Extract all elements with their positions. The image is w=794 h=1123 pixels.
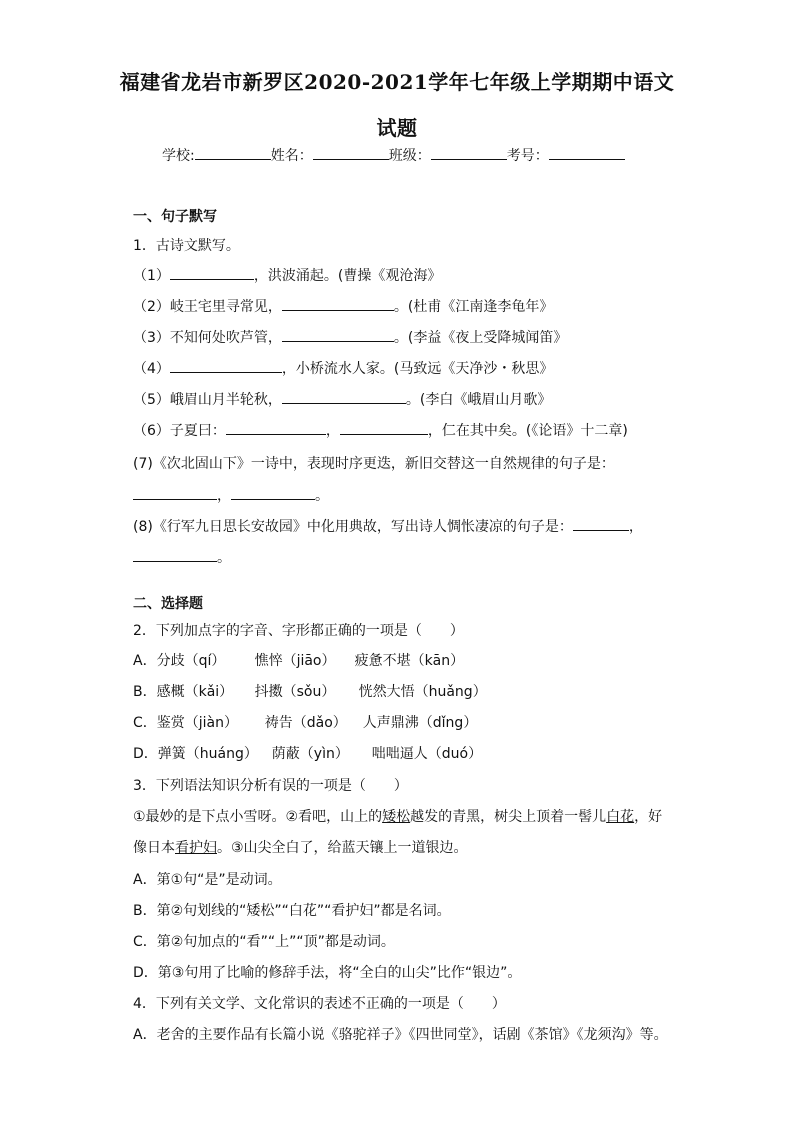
answer-blank[interactable] — [282, 391, 406, 404]
item-prefix: （5）峨眉山月半轮秋， — [133, 392, 282, 408]
q1-item-1 — [133, 265, 441, 285]
q2-option-c[interactable] — [133, 712, 477, 732]
q3-option-a[interactable]: A．第①句“是”是动词。 — [133, 872, 282, 888]
option-word: 荫蔽（yìn） — [271, 746, 349, 762]
option-label: C． — [133, 715, 157, 731]
answer-blank[interactable] — [226, 422, 326, 435]
question-4-stem: 4．下列有关文学、文化常识的表述不正确的一项是（ ） — [133, 996, 506, 1012]
item-separator: ， — [325, 423, 340, 439]
item-suffix: ，洪波涌起。(曹操《观沧海》 — [253, 268, 442, 284]
option-word: 咄咄逼人（duó） — [371, 746, 483, 762]
q2-option-a[interactable] — [133, 650, 464, 670]
answer-blank[interactable] — [282, 298, 394, 311]
answer-blank[interactable] — [573, 518, 629, 531]
item-prefix: （1） — [133, 268, 170, 284]
passage-text: 像日本 — [133, 840, 175, 856]
school-field[interactable] — [195, 147, 271, 160]
item-prefix: （2）岐王宅里寻常见， — [133, 299, 282, 315]
passage-text: ①最妙的是下点小雪呀。②看吧，山上的 — [133, 809, 383, 825]
option-word: 弹簧（huáng） — [157, 746, 258, 762]
name-label: 姓名： — [270, 148, 313, 164]
number-label: 考号： — [506, 148, 549, 164]
section-heading-2: 二、选择题 — [133, 596, 203, 612]
section-heading-1: 一、句子默写 — [133, 209, 217, 225]
school-label: 学校: — [162, 148, 195, 164]
answer-blank[interactable] — [170, 267, 254, 280]
question-1-stem: 1．古诗文默写。 — [133, 238, 240, 254]
q1-item-8-line2 — [133, 547, 231, 567]
item-suffix: 。(杜甫《江南逢李龟年》 — [393, 299, 554, 315]
q1-item-7-line1: (7)《次北固山下》一诗中，表现时序更迭，新旧交替这一自然规律的句子是： — [133, 456, 615, 472]
answer-blank[interactable] — [340, 422, 428, 435]
q1-item-3 — [133, 327, 567, 347]
answer-blank[interactable] — [282, 329, 394, 342]
exam-title-line2: 试题 — [376, 116, 418, 140]
q2-option-b[interactable] — [133, 681, 487, 701]
item-suffix: 。(李白《峨眉山月歌》 — [405, 392, 552, 408]
passage-text: 越发的青黑，树尖上顶着一髻儿 — [410, 809, 607, 825]
item-suffix: 。 — [315, 488, 329, 504]
q1-item-6 — [133, 420, 628, 440]
number-field[interactable] — [549, 147, 625, 160]
underlined-word: 看护妇 — [175, 840, 217, 856]
q3-option-d[interactable]: D．第③句用了比喻的修辞手法，将“全白的山尖”比作“银边”。 — [133, 965, 522, 981]
answer-blank[interactable] — [170, 360, 282, 373]
option-label: D． — [133, 746, 158, 762]
option-word: 感概（kǎi） — [156, 684, 234, 700]
option-word: 憔悴（jiāo） — [254, 653, 336, 669]
underlined-word: 白花 — [606, 809, 635, 825]
option-word: 分歧（qí） — [156, 653, 226, 669]
item-suffix: ，仁在其中矣。(《论语》十二章) — [427, 423, 628, 439]
q4-option-a[interactable]: A．老舍的主要作品有长篇小说《骆驼祥子》《四世同堂》，话剧《茶馆》《龙须沟》等。 — [133, 1027, 668, 1043]
item-prefix: （3）不知何处吹芦管， — [133, 330, 282, 346]
option-word: 鉴赏（jiàn） — [156, 715, 239, 731]
option-label: B． — [133, 684, 157, 700]
q3-option-c[interactable]: C．第②句加点的“看”“上”“顶”都是动词。 — [133, 934, 395, 950]
class-label: 班级： — [388, 148, 431, 164]
exam-title-line1: 福建省龙岩市新罗区2020-2021学年七年级上学期期中语文 — [119, 70, 675, 94]
question-2-stem: 2．下列加点字的字音、字形都正确的一项是（ ） — [133, 623, 464, 639]
q3-passage-line2 — [133, 837, 468, 857]
item-suffix: 。 — [217, 550, 231, 566]
q1-item-5 — [133, 389, 551, 409]
option-word: 祷告（dǎo） — [264, 715, 347, 731]
answer-blank[interactable] — [133, 549, 217, 562]
q1-item-7-line2 — [133, 485, 329, 505]
item-text: (8)《行军九日思长安故园》中化用典故，写出诗人惆怅凄凉的句子是： — [133, 519, 573, 535]
item-suffix: ，小桥流水人家。(马致远《天净沙・秋思》 — [281, 361, 554, 377]
student-info-row — [162, 145, 625, 165]
underlined-word: 矮松 — [382, 809, 411, 825]
option-word: 疲惫不堪（kān） — [354, 653, 465, 669]
answer-blank[interactable] — [133, 487, 217, 500]
passage-text: 。③山尖全白了，给蓝天镶上一道银边。 — [217, 840, 468, 856]
option-label: A． — [133, 653, 157, 669]
question-3-stem: 3．下列语法知识分析有误的一项是（ ） — [133, 778, 408, 794]
option-word: 人声鼎沸（dǐng） — [362, 715, 478, 731]
item-separator: ， — [217, 488, 231, 504]
q1-item-8-line1 — [133, 516, 643, 536]
answer-blank[interactable] — [231, 487, 315, 500]
q2-option-d[interactable] — [133, 743, 482, 763]
item-suffix: 。(李益《夜上受降城闻笛》 — [393, 330, 568, 346]
q1-item-4 — [133, 358, 553, 378]
q1-item-2 — [133, 296, 553, 316]
item-separator: ， — [628, 519, 643, 535]
class-field[interactable] — [431, 147, 507, 160]
option-word: 抖擞（sǒu） — [254, 684, 336, 700]
name-field[interactable] — [313, 147, 389, 160]
option-word: 恍然大悟（huǎng） — [358, 684, 487, 700]
item-prefix: （4） — [133, 361, 170, 377]
passage-text: ，好 — [634, 809, 663, 825]
q3-passage-line1 — [133, 806, 662, 826]
item-prefix: （6）子夏曰： — [133, 423, 226, 439]
q3-option-b[interactable]: B．第②句划线的“矮松”“白花”“看护妇”都是名词。 — [133, 903, 451, 919]
